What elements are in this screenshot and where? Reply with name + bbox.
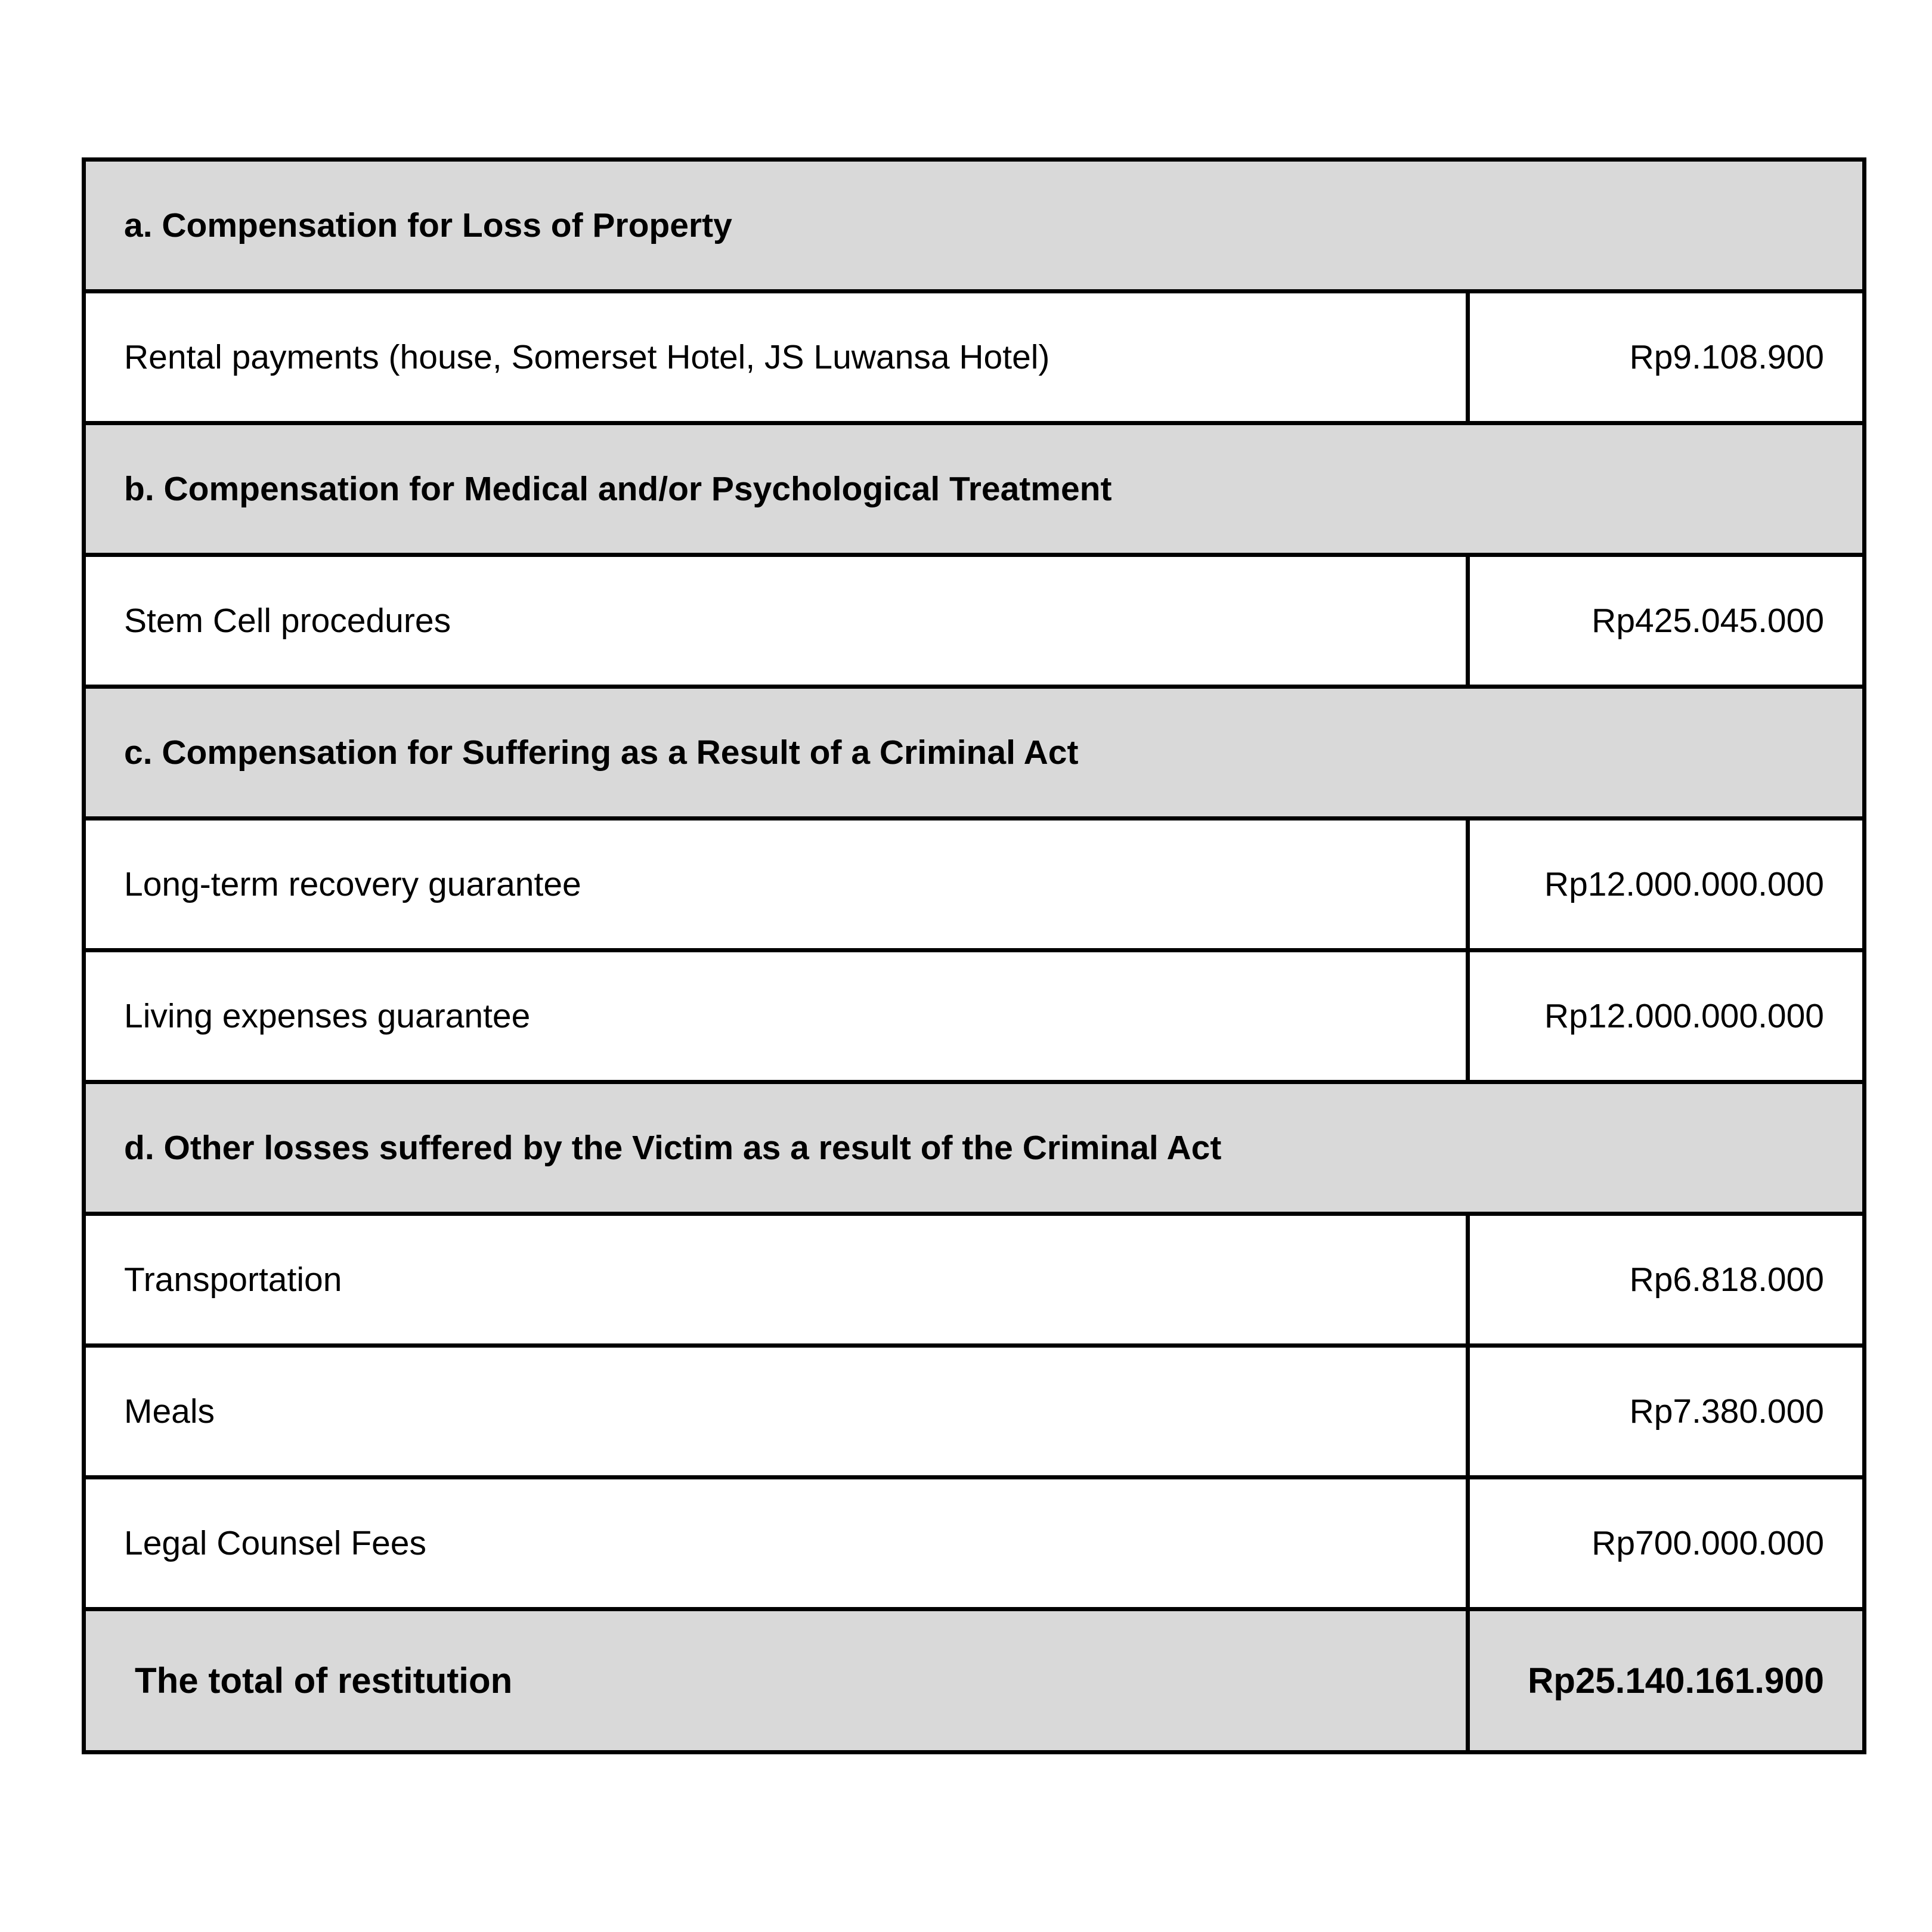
item-amount: Rp425.045.000 bbox=[1468, 555, 1865, 687]
restitution-table bbox=[82, 157, 1866, 1754]
item-amount: Rp9.108.900 bbox=[1468, 292, 1865, 423]
table-row bbox=[84, 292, 1865, 423]
section-heading: a. Compensation for Loss of Property bbox=[84, 160, 1865, 292]
section-heading: c. Compensation for Suffering as a Result of a Criminal Act bbox=[84, 687, 1865, 819]
item-label: Living expenses guarantee bbox=[84, 950, 1468, 1082]
section-heading-row bbox=[84, 1082, 1865, 1214]
table-row bbox=[84, 555, 1865, 687]
table-row bbox=[84, 1346, 1865, 1478]
table-row bbox=[84, 950, 1865, 1082]
item-label: Meals bbox=[84, 1346, 1468, 1478]
total-amount: Rp25.140.161.900 bbox=[1468, 1609, 1865, 1753]
section-heading: d. Other losses suffered by the Victim as a result of the Criminal Act bbox=[84, 1082, 1865, 1214]
item-label: Stem Cell procedures bbox=[84, 555, 1468, 687]
section-heading-row bbox=[84, 423, 1865, 555]
table-row bbox=[84, 1478, 1865, 1609]
item-amount: Rp12.000.000.000 bbox=[1468, 819, 1865, 950]
table-row bbox=[84, 819, 1865, 950]
total-label: The total of restitution bbox=[84, 1609, 1468, 1753]
total-row bbox=[84, 1609, 1865, 1753]
item-amount: Rp700.000.000 bbox=[1468, 1478, 1865, 1609]
section-heading: b. Compensation for Medical and/or Psychological Treatment bbox=[84, 423, 1865, 555]
item-label: Transportation bbox=[84, 1214, 1468, 1346]
section-heading-row bbox=[84, 160, 1865, 292]
item-label: Legal Counsel Fees bbox=[84, 1478, 1468, 1609]
item-label: Long-term recovery guarantee bbox=[84, 819, 1468, 950]
item-amount: Rp6.818.000 bbox=[1468, 1214, 1865, 1346]
item-label: Rental payments (house, Somerset Hotel, JS Luwansa Hotel) bbox=[84, 292, 1468, 423]
section-heading-row bbox=[84, 687, 1865, 819]
item-amount: Rp7.380.000 bbox=[1468, 1346, 1865, 1478]
table-row bbox=[84, 1214, 1865, 1346]
item-amount: Rp12.000.000.000 bbox=[1468, 950, 1865, 1082]
